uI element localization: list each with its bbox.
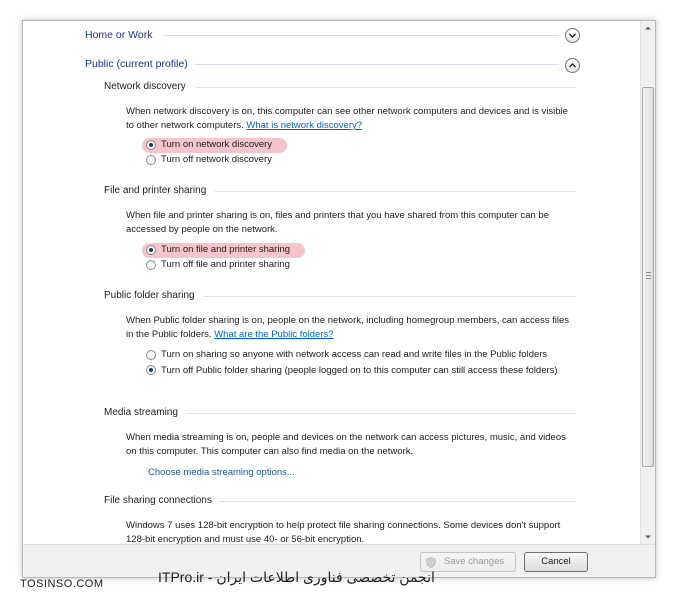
expand-home-work-button[interactable] — [565, 28, 580, 43]
chevron-down-icon — [568, 31, 577, 40]
uac-shield-icon — [426, 557, 436, 568]
scroll-grip-line — [646, 275, 651, 276]
scroll-grip-line — [646, 272, 651, 273]
radio-button[interactable] — [146, 350, 156, 360]
radio-button[interactable] — [146, 155, 156, 165]
radio-turn-on-public-folder-sharing[interactable] — [142, 348, 582, 363]
chevron-up-icon — [568, 61, 577, 70]
vertical-scrollbar[interactable] — [640, 21, 655, 544]
radio-turn-off-network-discovery[interactable] — [142, 153, 302, 168]
radio-turn-on-file-printer-sharing[interactable] — [142, 243, 305, 258]
watermark-itpro: انجمن تخصصی فناوری اطلاعات ایران - ITPro.ir — [158, 569, 435, 585]
radio-turn-off-file-printer-sharing[interactable] — [142, 258, 312, 273]
section-title-network-discovery: Network discovery — [104, 81, 186, 92]
group-public: Public (current profile) — [85, 58, 188, 70]
group-divider — [195, 64, 559, 65]
scroll-grip-line — [646, 278, 651, 279]
radio-turn-on-network-discovery[interactable] — [142, 138, 287, 153]
radio-button-checked[interactable] — [146, 140, 156, 150]
scroll-thumb[interactable] — [642, 87, 654, 467]
public-folder-description — [126, 314, 576, 342]
collapse-public-button[interactable] — [565, 58, 580, 73]
radio-label: Turn off file and printer sharing — [161, 259, 290, 270]
file-printer-description: When file and printer sharing is on, files and printers that you have shared from this computer can be accessed by people on the network. — [126, 210, 549, 235]
file-sharing-connections-description: Windows 7 uses 128-bit encryption to help protect file sharing connections. Some devices don't support 128-bit encryption and must use 40- or 56-bit encryption. — [126, 520, 561, 544]
advanced-sharing-window — [22, 20, 656, 578]
radio-button[interactable] — [146, 260, 156, 270]
media-streaming-options-link[interactable]: Choose media streaming options... — [148, 467, 295, 478]
section-divider — [219, 501, 576, 502]
settings-content — [23, 21, 640, 544]
section-divider — [186, 413, 576, 414]
section-divider — [215, 191, 576, 192]
scroll-down-button[interactable] — [641, 530, 655, 544]
public-folder-desc-text: When Public folder sharing is on, people on the network, including homegroup members, can access files in the Public folders. — [126, 315, 570, 340]
save-changes-label: Save changes — [443, 556, 505, 567]
radio-button-checked[interactable] — [146, 245, 156, 255]
radio-turn-off-public-folder-sharing[interactable] — [142, 363, 572, 391]
public-folders-help-link[interactable]: What are the Public folders? — [214, 329, 334, 340]
scroll-up-arrow-icon — [641, 21, 655, 35]
group-home-work: Home or Work — [85, 29, 153, 41]
media-streaming-description: When media streaming is on, people and devices on the network can access pictures, music, and videos on this computer. This computer can also find media on the network. — [126, 432, 566, 457]
scroll-down-arrow-icon — [641, 530, 655, 544]
radio-label: Turn on network discovery — [161, 139, 273, 150]
cancel-button[interactable]: Cancel — [524, 552, 588, 572]
section-title-file-sharing-connections: File sharing connections — [104, 495, 212, 506]
watermark-tosinso: TOSINSO.COM — [20, 578, 104, 590]
radio-label: Turn on sharing so anyone with network access can read and write files in the Public folders — [161, 349, 548, 360]
radio-button-checked[interactable] — [146, 365, 156, 375]
scroll-up-button[interactable] — [641, 21, 655, 35]
section-title-public-folder-sharing: Public folder sharing — [104, 290, 195, 301]
section-title-media-streaming: Media streaming — [104, 407, 178, 418]
network-discovery-help-link[interactable]: What is network discovery? — [246, 120, 363, 131]
section-divider — [203, 296, 576, 297]
radio-label: Turn off Public folder sharing (people logged on to this computer can still access these folders) — [161, 365, 558, 376]
radio-label: Turn on file and printer sharing — [161, 244, 291, 255]
section-divider — [196, 87, 576, 88]
network-discovery-description — [126, 105, 576, 133]
network-discovery-desc-text: When network discovery is on, this computer can see other network computers and devices and is visible to other network computers. — [126, 106, 568, 131]
section-title-file-printer-sharing: File and printer sharing — [104, 185, 207, 196]
radio-label: Turn off network discovery — [161, 154, 272, 165]
group-divider — [163, 35, 559, 36]
